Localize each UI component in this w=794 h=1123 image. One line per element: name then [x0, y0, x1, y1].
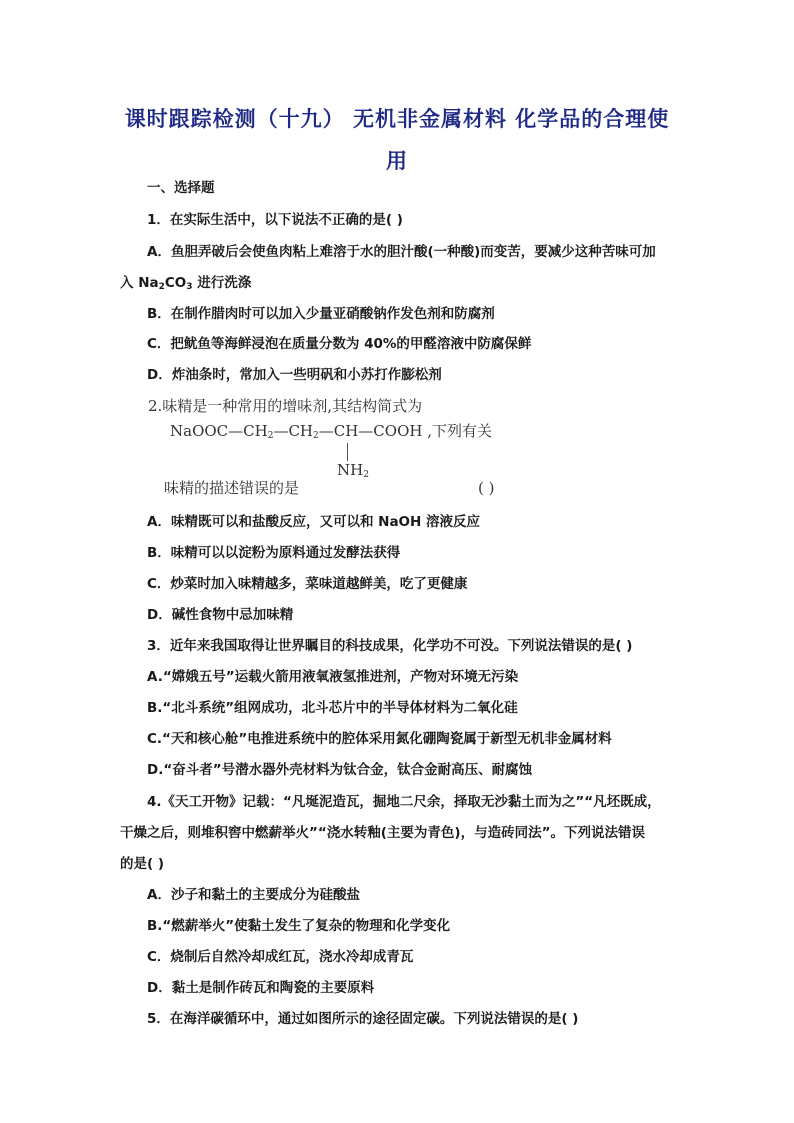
q4-option-b: B.“燃薪举火”使黏土发生了复杂的物理和化学变化	[147, 918, 451, 934]
formula-bond-line	[347, 443, 348, 461]
q3-option-b: B.“北斗系统”组网成功，北斗芯片中的半导体材料为二氧化硅	[147, 700, 518, 716]
section-heading: 一、选择题	[147, 180, 215, 196]
q4-stem-end: 的是( )	[120, 856, 165, 872]
q2-stem-end: 味精的描述错误的是	[164, 479, 300, 497]
q3-option-c: C.“天和核心舱”电推进系统中的腔体采用氮化硼陶瓷属于新型无机非金属材料	[147, 731, 612, 747]
q4-stem: 4.《天工开物》记载：“凡埏泥造瓦，掘地二尺余，择取无沙黏土而为之”“凡坯既成，	[147, 794, 661, 810]
q1-option-a-continued: 入 $Na_2CO_3$ 进行洗涤	[120, 275, 252, 292]
q1-option-a: A．鱼胆弄破后会使鱼肉粘上难溶于水的胆汁酸(一种酸)而变苦，要减少这种苦味可加	[147, 244, 656, 260]
formula-chain: $NaOOC—CH_2—CH_2—CH—COOH$ ,下列有关	[170, 422, 492, 441]
q1-option-b: B．在制作腊肉时可以加入少量亚硝酸钠作发色剂和防腐剂	[147, 306, 495, 322]
q1-stem: 1．在实际生活中，以下说法不正确的是( )	[147, 212, 403, 228]
page-title-continued: 用	[386, 149, 408, 173]
q2-answer-paren: ( )	[478, 479, 495, 497]
q2-option-a: A．味精既可以和盐酸反应，又可以和 NaOH 溶液反应	[147, 514, 481, 530]
q3-option-d: D.“奋斗者”号潜水器外壳材料为钛合金，钛合金耐高压、耐腐蚀	[147, 762, 533, 778]
q2-stem: 2.味精是一种常用的增味剂,其结构简式为	[148, 397, 423, 415]
q1-option-c: C．把鱿鱼等海鲜浸泡在质量分数为 40%的甲醛溶液中防腐保鲜	[147, 336, 532, 352]
q4-option-c: C．烧制后自然冷却成红瓦，浇水冷却成青瓦	[147, 949, 414, 965]
q4-option-d: D．黏土是制作砖瓦和陶瓷的主要原料	[147, 980, 375, 996]
q3-option-a: A.“嫦娥五号”运载火箭用液氧液氢推进剂，产物对环境无污染	[147, 669, 519, 685]
q4-option-a: A．沙子和黏土的主要成分为硅酸盐	[147, 887, 360, 903]
q1-option-d: D．炸油条时，常加入一些明矾和小苏打作膨松剂	[147, 367, 442, 383]
q2-option-c: C．炒菜时加入味精越多，菜味道越鲜美，吃了更健康	[147, 576, 468, 592]
formula-amino-group: $NH_2$	[337, 461, 369, 480]
q2-structural-formula	[170, 418, 570, 478]
q4-stem-continued: 干燥之后，则堆积窖中燃薪举火”“浇水转釉(主要为青色)，与造砖同法”。下列说法错误	[120, 825, 645, 841]
q2-option-d: D．碱性食物中忌加味精	[147, 607, 294, 623]
q2-option-b: B．味精可以以淀粉为原料通过发酵法获得	[147, 545, 401, 561]
q5-stem: 5．在海洋碳循环中，通过如图所示的途径固定碳。下列说法错误的是( )	[147, 1011, 579, 1027]
q3-stem: 3．近年来我国取得让世界瞩目的科技成果，化学功不可没。下列说法错误的是( )	[147, 638, 633, 654]
page-title: 课时跟踪检测（十九） 无机非金属材料 化学品的合理使	[124, 107, 670, 131]
